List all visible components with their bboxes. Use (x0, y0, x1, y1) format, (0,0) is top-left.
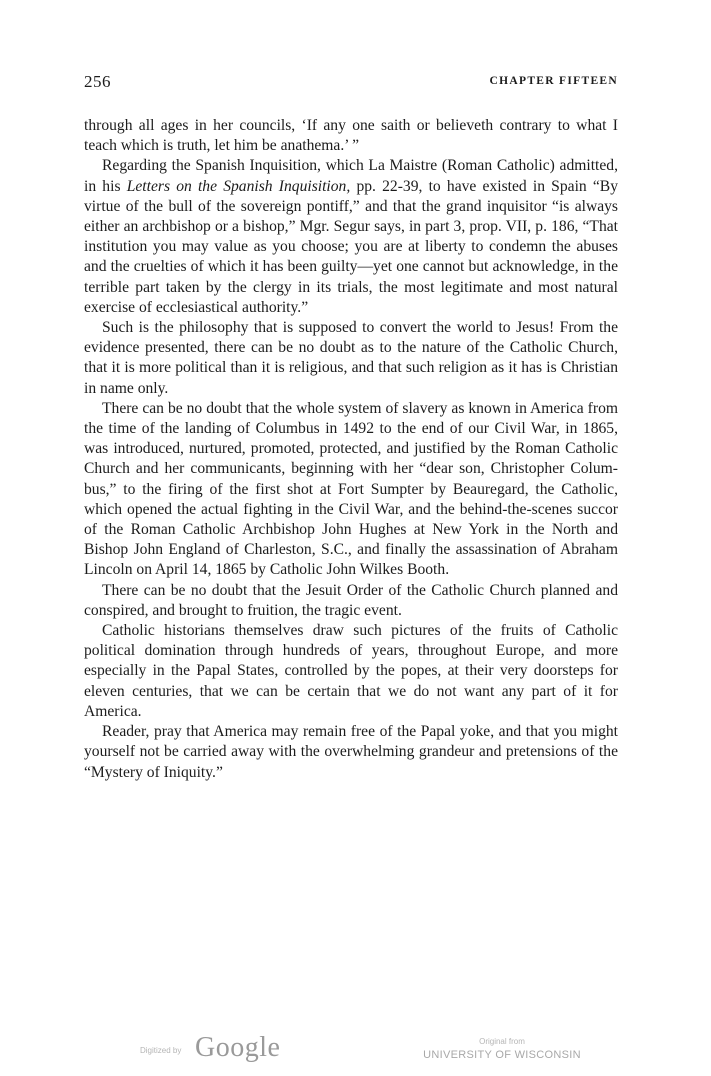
text-run: through all ages in her councils, ‘If any one saith or believeth contrary to what I teach which is truth, let him be anathema.’ ” (84, 117, 618, 155)
paragraph (84, 722, 618, 783)
paragraph (84, 318, 618, 399)
text-run: Catholic historians themselves draw such pictures of the fruits of Catholic political domination through hundreds of years, throughout Europe, and more especially in the Papal States, controlled by the popes, at their very doorsteps for eleven centuries, that we can be certain that we do not want any part of it for America. (84, 622, 618, 720)
paragraph (84, 156, 618, 318)
paragraph (84, 399, 618, 581)
text-run: Regarding the Spanish Inquisition, which La Maistre (Roman Catholic) admitted, in his (84, 157, 618, 195)
running-head: CHAPTER FIFTEEN (489, 75, 618, 87)
book-page (84, 0, 618, 1076)
text-run: Such is the philosophy that is supposed to convert the world to Jesus! From the evidence presented, there can be no doubt as to the nature of the Catholic Church, that it is more political than it is religious, and that such religion as it has is Christian in name only. (84, 319, 618, 397)
text-run: pp. 22-39, to have existed in Spain “By virtue of the bull of the sovereign pontiff,” and that the grand inquisitor “is always either an archbishop or a bishop,” Mgr. Segur says, in part 3, prop. VII, p. 186, “That institution you may value as you choose; you are at liberty to condemn the abuses and the cruelties of which it has been guilty—yet one cannot but acknowledge, in the terrible part taken by the clergy in its trials, the most legitimate and most natural exercise of ecclesiastical authority.” (84, 177, 619, 316)
page-header (84, 72, 618, 94)
google-logo: Google (195, 1032, 281, 1063)
text-run: There can be no doubt that the Jesuit Order of the Catholic Church planned and conspired, and brought to fruition, the tragic event. (84, 581, 618, 619)
library-name: UNIVERSITY OF WISCONSIN (423, 1049, 581, 1061)
italic-title: Letters on the Spanish Inquisition, (126, 177, 351, 195)
scan-footer (0, 1032, 711, 1072)
text-run: There can be no doubt that the whole system of slavery as known in America from the time of the landing of Columbus in 1492 to the end of our Civil War, in 1865, was introduced, nurtured, promoted, protected, and justified by the Roman Catholic Church and her communicants, beginning with her “dear son, Christopher Columbus,” to the firing of the first shot at Fort Sumpter by Beauregard, the Catholic, which opened the actual fighting in the Civil War, and the behind-the-scenes succor of the Roman Catholic Archbishop John Hughes at New York in the North and Bishop John England of Charleston, S.C., and finally the assassination of Abraham Lincoln on April 14, 1865 by Catholic John Wilkes Booth. (84, 399, 618, 579)
paragraph (84, 116, 618, 156)
paragraph (84, 581, 618, 621)
original-from-label: Original from (479, 1037, 525, 1046)
paragraph (84, 621, 618, 722)
text-run: Reader, pray that America may remain free of the Papal yoke, and that you might yourself not be carried away with the overwhelming grandeur and pretensions of the “Mystery of Iniquity.” (84, 723, 618, 781)
page-number: 256 (84, 72, 111, 91)
digitized-by-label: Digitized by (140, 1046, 182, 1055)
body-text (84, 116, 618, 783)
